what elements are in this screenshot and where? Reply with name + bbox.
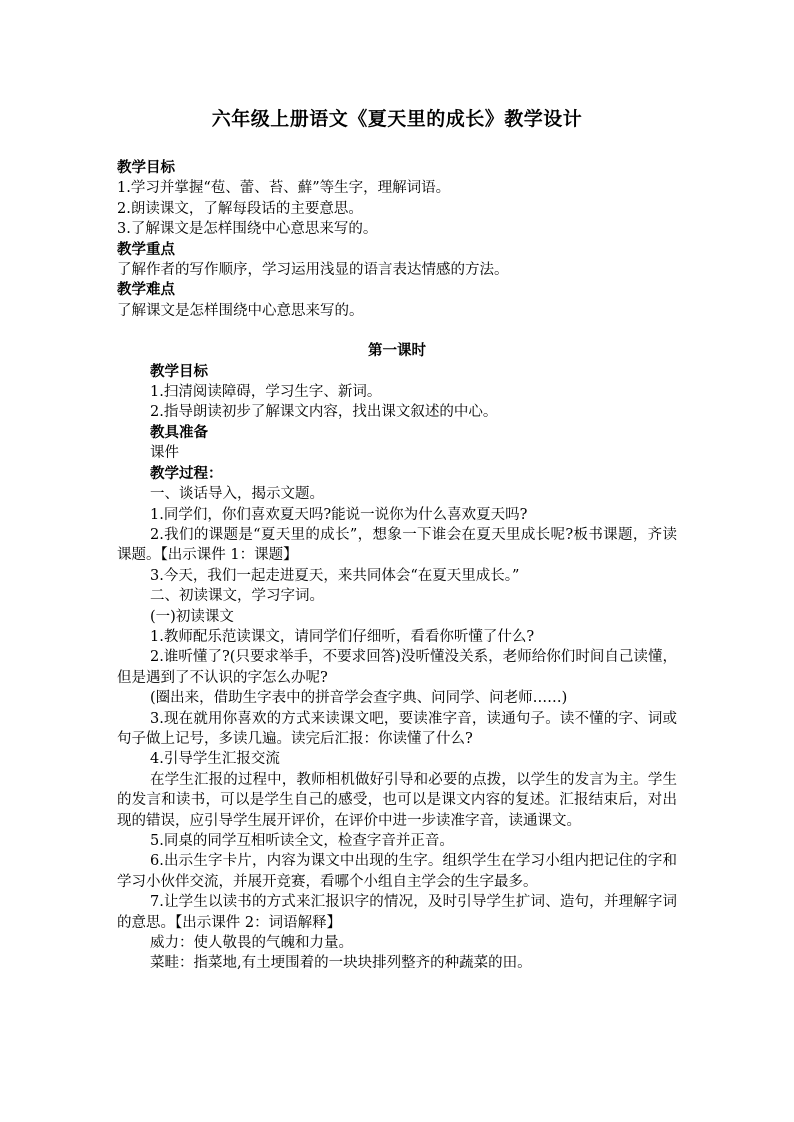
paragraph: 7.让学生以读书的方式来汇报识字的情况，及时引导学生扩词、造句，并理解字词的意思。【出示课件 2：词语解释】 (117, 894, 677, 931)
text-line: 二、初读课文，学习字词。 (150, 588, 324, 605)
text-line: 1.学习并掌握“苞、蕾、苔、蘚”等生字，理解词语。 (117, 180, 451, 197)
paragraph: 2.谁听懂了?(只要求举手，不要求回答)没听懂没关系，老师给你们时间自己读懂，但是遇到了不认识的字怎么办呢? (117, 649, 677, 686)
text-line: 了解作者的写作顺序，学习运用浅显的语言表达情感的方法。 (117, 262, 509, 279)
text-line: 1.扫清阅读障碍，学习生字、新词。 (150, 384, 382, 401)
text-line: 2.指导朗读初步了解课文内容，找出课文叙述的中心。 (150, 404, 498, 421)
lesson-title: 第一课时 (368, 342, 426, 360)
text-line: 3.今天，我们一起走进夏天，来共同体会“在夏天里成长。” (150, 567, 520, 584)
text-line: (圈出来，借助生字表中的拼音学会查字典、问同学、问老师……) (150, 690, 568, 707)
document-title: 六年级上册语文《夏天里的成长》教学设计 (211, 108, 583, 130)
section-heading: 教具准备 (150, 423, 208, 441)
section-heading: 教学过程： (150, 464, 223, 482)
paragraph: 6.出示生字卡片，内容为课文中出现的生字。组织学生在学习小组内把记住的字和学习小伙伴交流，并展开竞赛，看哪个小组自主学会的生字最多。 (117, 853, 677, 890)
text-line: 4.引导学生汇报交流 (150, 751, 280, 768)
paragraph: 2.我们的课题是“夏天里的成长”，想象一下谁会在夏天里成长呢?板书课题，齐读课题。【出示课件 1：课题】 (117, 526, 677, 564)
text-line: 了解课文是怎样围绕中心意思来写的。 (117, 302, 364, 319)
paragraph: 3.现在就用你喜欢的方式来读课文吧，要读准字音，读通句子。读不懂的字、词或句子做上记号，多读几遍。读完后汇报：你读懂了什么? (117, 710, 677, 747)
text-line: 1.同学们，你们喜欢夏天吗?能说一说你为什么喜欢夏天吗? (150, 506, 528, 523)
text-line: 1.教师配乐范读课文，请同学们仔细听，看看你听懂了什么? (150, 628, 535, 645)
section-heading: 教学目标 (150, 362, 208, 380)
text-line: 2.朗读课文，了解每段话的主要意思。 (117, 200, 363, 217)
section-heading: 教学目标 (117, 159, 175, 176)
text-line: 5.同桌的同学互相听读全文，检查字音并正音。 (150, 833, 454, 849)
text-line: 一、谈话导入，揭示文题。 (150, 486, 324, 503)
text-line: (一)初读课文 (150, 608, 234, 625)
text-line: 威力：使人敬畏的气魄和力量。 (150, 935, 353, 952)
paragraph: 在学生汇报的过程中，教师相机做好引导和必要的点拨，以学生的发言为主。学生的发言和读书，可以是学生自己的感受，也可以是课文内容的复述。汇报结束后，对出现的错误，应引导学生展开评价，在评价中进一步读准字音，读通课文。 (117, 771, 677, 829)
text-line: 菜畦：指菜地,有土埂围着的一块块排列整齐的种蔬菜的田。 (150, 955, 532, 972)
section-heading: 教学重点 (117, 240, 175, 258)
section-heading: 教学难点 (117, 281, 175, 299)
text-line: 课件 (150, 445, 179, 462)
text-line: 3.了解课文是怎样围绕中心意思来写的。 (117, 221, 378, 238)
document-body (117, 158, 677, 974)
